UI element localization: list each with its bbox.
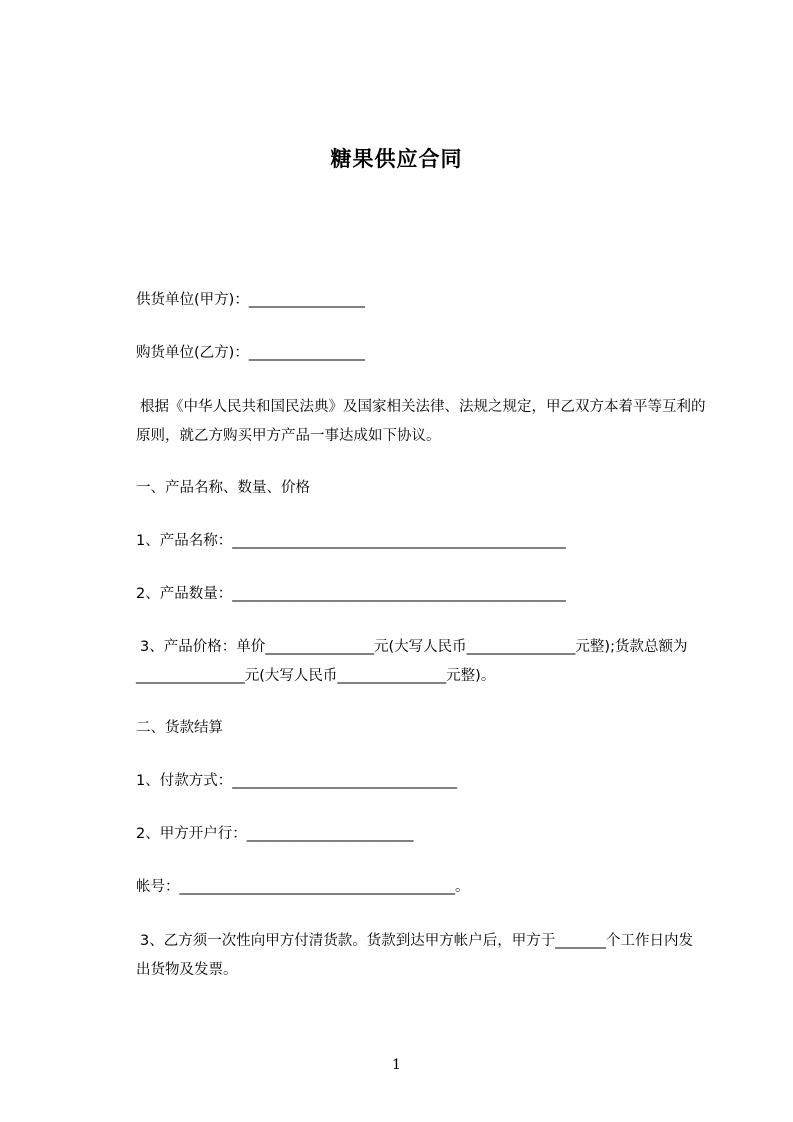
product-qty-blank: ______________________________________________ bbox=[232, 586, 566, 602]
clause3-text-2: 个工作日内发出货物及发票。 bbox=[136, 933, 693, 978]
page-number: 1 bbox=[392, 1057, 401, 1073]
section1-heading: 一、产品名称、数量、价格 bbox=[136, 480, 310, 496]
document-title: 糖果供应合同 bbox=[330, 147, 463, 171]
total-amount-upper-blank: _______________ bbox=[337, 668, 447, 684]
total-amount-blank: _______________ bbox=[136, 668, 245, 684]
supplier-blank: ________________ bbox=[248, 292, 365, 308]
buyer-line bbox=[136, 346, 365, 361]
payment-method-line bbox=[136, 774, 457, 789]
bank-line bbox=[136, 827, 413, 842]
supplier-label: 供货单位(甲方)： bbox=[136, 292, 249, 308]
product-name-line bbox=[136, 534, 566, 549]
price-text-2: 元(大写人民币 bbox=[373, 639, 467, 655]
unit-price-upper-blank: _______________ bbox=[466, 639, 576, 655]
buyer-label: 购货单位(乙方)： bbox=[136, 345, 249, 361]
clause3-paragraph bbox=[136, 927, 706, 985]
product-qty-line bbox=[136, 587, 566, 602]
account-label: 帐号： bbox=[136, 879, 180, 895]
product-name-blank: ______________________________________________ bbox=[232, 533, 566, 549]
unit-price-blank: _______________ bbox=[265, 639, 374, 655]
section2-heading: 二、货款结算 bbox=[136, 720, 223, 736]
preamble-paragraph bbox=[136, 393, 706, 451]
product-name-label: 1、产品名称： bbox=[136, 533, 233, 549]
price-text-5: 元整)。 bbox=[446, 668, 496, 684]
clause3-text-1: 3、乙方须一次性向甲方付清货款。货款到达甲方帐户后，甲方于 bbox=[140, 933, 556, 949]
product-price-paragraph bbox=[136, 633, 706, 691]
account-end: 。 bbox=[455, 879, 470, 895]
price-text-4: 元(大写人民币 bbox=[244, 668, 338, 684]
payment-method-label: 1、付款方式： bbox=[136, 773, 233, 789]
preamble-text: 根据《中华人民共和国民法典》及国家相关法律、法规之规定，甲乙双方本着平等互利的原则，就乙方购买甲方产品一事达成如下协议。 bbox=[136, 399, 706, 444]
payment-method-blank: _______________________________ bbox=[232, 773, 457, 789]
buyer-blank: ________________ bbox=[248, 345, 365, 361]
workdays-blank: _______ bbox=[555, 933, 606, 949]
product-qty-label: 2、产品数量： bbox=[136, 586, 233, 602]
supplier-line bbox=[136, 293, 365, 308]
bank-label: 2、甲方开户行： bbox=[136, 826, 247, 842]
price-text-1: 3、产品价格：单价 bbox=[140, 639, 266, 655]
price-text-3: 元整);货款总额为 bbox=[575, 639, 688, 655]
account-line bbox=[136, 880, 470, 895]
bank-blank: _______________________ bbox=[246, 826, 414, 842]
account-blank: ______________________________________ bbox=[179, 879, 455, 895]
